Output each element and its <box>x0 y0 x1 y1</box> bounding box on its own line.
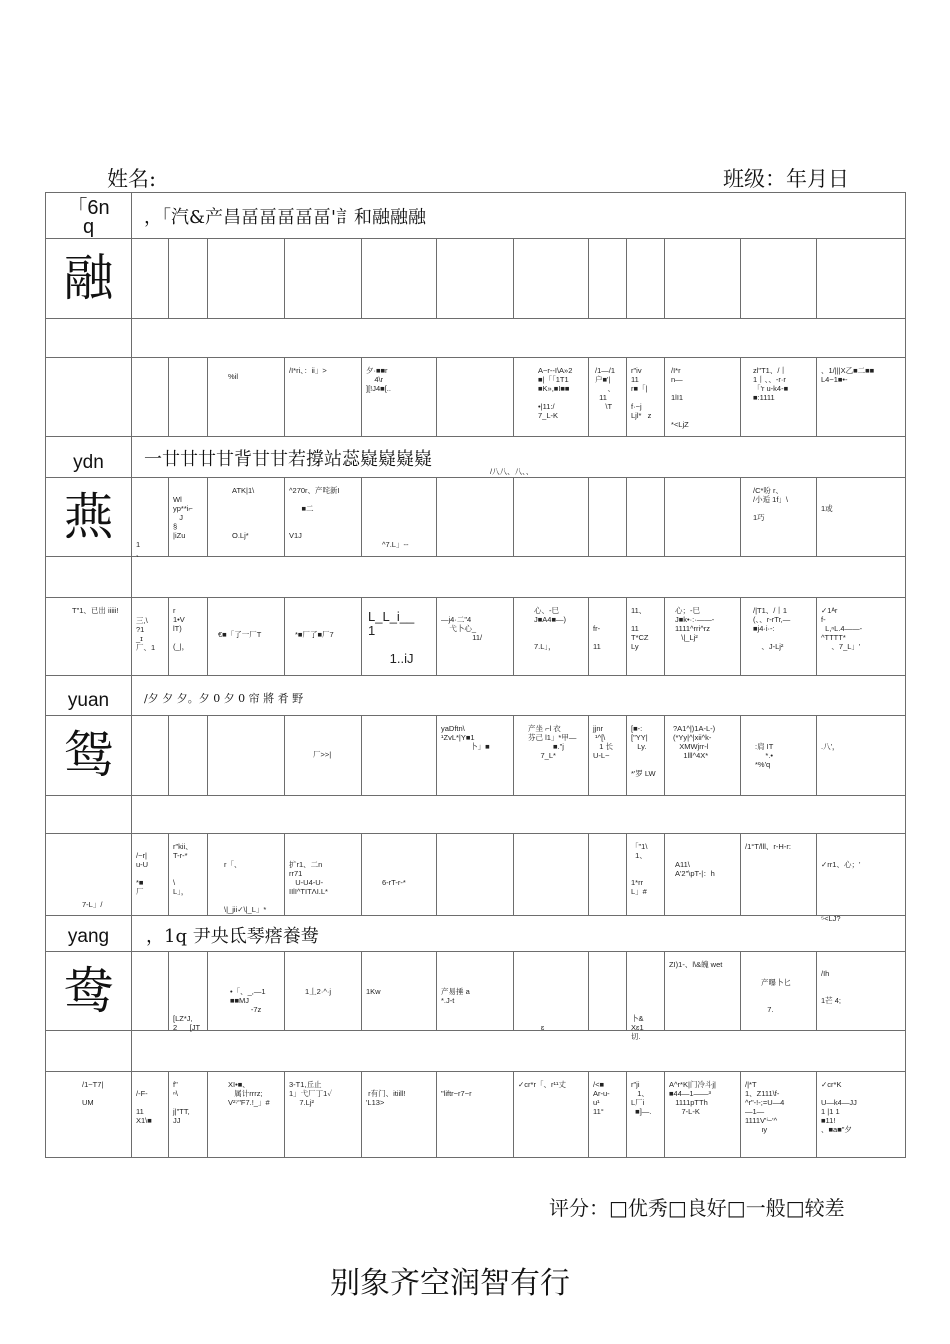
tracing-row <box>46 952 906 1031</box>
tracing-row <box>46 478 906 557</box>
practice-cell[interactable] <box>46 1072 132 1158</box>
practice-cell[interactable] <box>362 358 437 437</box>
practice-mark: •「、_,—1 ■■MJ -7z <box>230 987 266 1014</box>
model-char-cell <box>46 716 132 796</box>
practice-cell[interactable] <box>741 598 817 676</box>
practice-cell[interactable] <box>46 598 132 676</box>
practice-mark: /~r| u-U *■ 厂 <box>136 851 149 896</box>
practice-mark: /I*ri、：ii」> <box>289 366 327 375</box>
practice-mark: r 1•V lT) (_|， <box>173 606 190 651</box>
practice-cell[interactable] <box>285 834 362 916</box>
practice-mark: %il <box>228 372 239 381</box>
practice-mark: .八'， <box>821 742 840 751</box>
practice-cell[interactable] <box>132 952 169 1031</box>
practice-cell[interactable] <box>627 598 665 676</box>
blank-row <box>46 557 906 598</box>
practice-cell[interactable] <box>627 358 665 437</box>
tracing-row <box>46 716 906 796</box>
practice-cell[interactable] <box>817 952 906 1031</box>
practice-cell[interactable] <box>627 834 665 916</box>
practice-cell[interactable] <box>132 1072 169 1158</box>
practice-cell[interactable] <box>208 358 285 437</box>
practice-cell[interactable] <box>437 716 514 796</box>
practice-grid <box>45 192 906 1158</box>
practice-cell[interactable] <box>627 239 665 319</box>
practice-mark: /C*吩 r、 /小逅 1f」\ 1巧 <box>753 486 789 522</box>
practice-mark: 1 、 <box>136 540 144 558</box>
practice-cell[interactable] <box>627 716 665 796</box>
blank-row <box>46 796 906 834</box>
practice-mark: L_L_i__ 1 1..iJ <box>368 609 415 666</box>
practice-cell[interactable] <box>514 239 589 319</box>
practice-cell[interactable] <box>285 358 362 437</box>
practice-cell[interactable] <box>665 598 741 676</box>
practice-cell[interactable] <box>665 358 741 437</box>
model-char-cell <box>46 478 132 557</box>
practice-mark: zl"T1、/丨 1丨、、-r·r 「'r u-k4-■ ■:1111 <box>753 366 789 402</box>
practice-mark: A~r--I\A»2 ■|「「1T1 ■K»,■I■■ •|11:/ 7_L-K <box>538 366 573 420</box>
practice-mark: —j4·二"4 弋卜心_ 11/ <box>441 615 483 642</box>
practice-mark: /<■ Ar-u- u¹ 11° <box>593 1080 610 1116</box>
practice-mark: 厂>>| <box>313 750 332 759</box>
practice-cell[interactable] <box>741 716 817 796</box>
practice-cell[interactable] <box>132 239 169 319</box>
practice-cell[interactable] <box>741 834 817 916</box>
practice-mark: *■厂了■厂7 <box>295 630 334 639</box>
blank-cell <box>132 319 906 358</box>
practice-mark: fr- 11 <box>593 624 601 651</box>
practice-cell[interactable] <box>285 716 362 796</box>
practice-mark: /|T1、/丨1 (、、r-rTr,— ■j4·i·-: 、J-Lj² <box>753 606 791 651</box>
practice-mark: T"1、已出 iiiii! <box>72 606 119 615</box>
practice-cell[interactable] <box>285 478 362 557</box>
motto-text: 别象齐空润智有行 <box>330 1266 570 1301</box>
practice-mark: ɛ <box>540 1023 545 1032</box>
practice-cell[interactable] <box>665 239 741 319</box>
practice-mark: /|*T 1、Z111\f- ^r"-!-;=U—4 —1— 1111V'ⁱ~'^ ιy <box>745 1080 785 1134</box>
practice-mark: /Ih 1芒 4; <box>821 969 842 1005</box>
tracing-row <box>46 239 906 319</box>
practice-mark: XI•■、 属计rrrz; V²⁷"F7.!_」# <box>228 1080 270 1107</box>
practice-cell[interactable] <box>208 1072 285 1158</box>
practice-cell[interactable] <box>817 1072 906 1158</box>
practice-cell[interactable] <box>362 952 437 1031</box>
stroke-order-cell <box>132 916 906 952</box>
practice-mark: 产易捶 a *.J-t <box>441 987 470 1005</box>
practice-cell[interactable] <box>437 239 514 319</box>
pinyin: 「6n q <box>67 197 110 238</box>
practice-cell[interactable] <box>741 1072 817 1158</box>
practice-cell[interactable] <box>514 834 589 916</box>
practice-cell[interactable] <box>741 478 817 557</box>
practice-mark: 1Kw <box>366 987 381 996</box>
practice-cell[interactable] <box>169 1072 208 1158</box>
practice-mark: A11\ A'2"\pT-|：h <box>675 860 715 878</box>
practice-cell[interactable] <box>285 952 362 1031</box>
pinyin-cell <box>46 437 132 478</box>
practice-cell[interactable] <box>285 598 362 676</box>
practice-mark: 7-L」/ <box>82 900 103 909</box>
practice-cell[interactable] <box>741 358 817 437</box>
stroke-order-cell <box>132 676 906 716</box>
practice-cell[interactable] <box>589 834 627 916</box>
practice-mark: 心；-巳 J■k•·:·——- 1111^rri^rz \|_Lj² <box>675 606 715 642</box>
practice-cell[interactable] <box>817 478 906 557</box>
practice-cell[interactable] <box>208 834 285 916</box>
model-character: 融 <box>63 249 114 307</box>
practice-row <box>46 834 906 916</box>
practice-mark: 卜& Xɛ1 切. <box>631 1014 644 1041</box>
stroke-order-cell <box>132 437 906 478</box>
pinyin: ydn <box>73 452 104 473</box>
practice-cell[interactable] <box>589 598 627 676</box>
practice-mark: ^270r、产咤新I ■二 V1J <box>289 486 340 540</box>
practice-mark: [LZ*J, 2 [JT <box>173 1014 201 1032</box>
practice-cell[interactable] <box>169 239 208 319</box>
practice-cell[interactable] <box>46 358 132 437</box>
model-char-cell <box>46 952 132 1031</box>
practice-cell[interactable] <box>169 834 208 916</box>
practice-mark: ZI)1-、l\&魄 wet <box>669 960 723 969</box>
pinyin: yang <box>67 926 110 947</box>
practice-mark: /1—/1 户■'| 、 11 \T <box>595 366 616 411</box>
pinyin-cell <box>46 193 132 239</box>
practice-cell[interactable] <box>627 952 665 1041</box>
practice-cell[interactable] <box>208 952 285 1031</box>
practice-mark: :肩 IT *.• *%'q <box>755 742 774 769</box>
blank-row <box>46 319 906 358</box>
name-label: 姓名: <box>107 167 157 191</box>
practice-cell[interactable] <box>589 478 627 557</box>
class-date-label: 班级：年月日 <box>723 167 849 191</box>
practice-cell[interactable] <box>169 598 208 676</box>
practice-cell[interactable] <box>208 598 285 676</box>
model-character: 鸳 <box>63 726 114 784</box>
practice-cell[interactable] <box>589 716 627 796</box>
practice-mark: r"ji 1、 L厂i ■]—. <box>631 1080 652 1116</box>
pinyin-cell <box>46 676 132 716</box>
practice-cell[interactable] <box>437 358 514 437</box>
practice-cell[interactable] <box>514 598 589 676</box>
practice-cell[interactable] <box>741 239 817 319</box>
practice-cell[interactable] <box>817 716 906 796</box>
practice-cell[interactable] <box>627 478 665 557</box>
practice-cell[interactable] <box>589 358 627 437</box>
practice-mark: ?A1^|)1A-L-) (*Yy|^|xii^k- XMWjrr-l 1lll^4X* <box>673 724 716 760</box>
stroke-order-text: 一廿廿廿甘背甘甘若撐站蕊嶷嶷嶷嶷 <box>144 449 432 470</box>
practice-mark: €■「了一厂T <box>218 630 262 639</box>
blank-cell <box>46 796 132 834</box>
practice-cell[interactable] <box>132 358 169 437</box>
practice-cell[interactable] <box>665 716 741 796</box>
practice-mark: 「"1\ 1、 1*rr L」# <box>631 842 648 896</box>
stroke-order-text: ，「汽&产昌畐畐畐畐畐'訁和融融融 <box>144 207 426 228</box>
practice-cell[interactable] <box>132 478 169 557</box>
model-character: 燕 <box>63 488 114 546</box>
practice-mark: r有门、itiill! 'L13> <box>366 1089 406 1107</box>
practice-mark: 三,\ ?1 _ɪ 厂、1 <box>136 616 156 652</box>
practice-mark: r"iv 11 r■「| f·~j Ljl* z <box>631 366 652 420</box>
practice-mark: ✓rr1、心；' ⁵<LJ? <box>821 860 861 923</box>
practice-cell[interactable] <box>817 598 906 676</box>
practice-cell[interactable] <box>132 834 169 916</box>
practice-cell[interactable] <box>437 952 514 1031</box>
practice-row <box>46 1072 906 1158</box>
practice-cell[interactable] <box>589 952 627 1031</box>
stroke-order-small: /八八、八、、 <box>490 467 534 476</box>
practice-cell[interactable] <box>362 478 437 557</box>
stroke-order-row <box>46 916 906 952</box>
practice-cell[interactable] <box>46 834 132 916</box>
practice-mark: Wl yp**i⌐ J § |iZu <box>173 495 193 540</box>
practice-cell[interactable] <box>169 478 208 557</box>
practice-mark: 1丄2·^·j <box>305 987 332 996</box>
blank-cell <box>132 1031 906 1072</box>
practice-mark: ATK|1\ O.Lj* <box>232 486 255 540</box>
practice-cell[interactable] <box>208 239 285 319</box>
blank-cell <box>46 319 132 358</box>
practice-cell[interactable] <box>817 358 906 437</box>
practice-cell[interactable] <box>817 834 906 923</box>
stroke-order-text: ，1q 尹央氐琴瘩養鸯 <box>146 926 319 947</box>
blank-row <box>46 1031 906 1072</box>
practice-cell[interactable] <box>817 239 906 319</box>
practice-mark: /I*r n— 1lI1 *<LjZ <box>671 366 689 429</box>
practice-cell[interactable] <box>589 239 627 319</box>
practice-cell[interactable] <box>132 716 169 796</box>
practice-mark: /-F- 11 X1\■ <box>136 1089 152 1125</box>
blank-cell <box>132 557 906 598</box>
practice-cell[interactable] <box>169 716 208 796</box>
stroke-order-row <box>46 193 906 239</box>
practice-row <box>46 358 906 437</box>
practice-cell[interactable] <box>437 478 514 557</box>
practice-mark: 夕·■■r 4\r ][!J4■[.. <box>366 366 391 393</box>
practice-cell[interactable] <box>285 1072 362 1158</box>
pinyin-cell <box>46 916 132 952</box>
blank-cell <box>46 1031 132 1072</box>
blank-cell <box>46 557 132 598</box>
practice-cell[interactable] <box>627 1072 665 1158</box>
practice-mark: [■-: ["YY| Ly. *'罗 LW <box>631 724 656 778</box>
practice-mark: 11、 11 T*CZ Ly <box>631 606 649 651</box>
practice-mark: 1或 <box>821 504 833 513</box>
practice-mark: ^7.L」-- <box>382 540 409 549</box>
practice-row <box>46 598 906 676</box>
practice-mark: yaDftn\ ¹ZvL*|Y■1 卜」■ <box>441 724 490 751</box>
pinyin: yuan <box>67 690 110 711</box>
practice-mark: /1°T/lll、r-H-r: <box>745 842 791 851</box>
practice-mark: 3-T1,丘止 1」弋厂丁1✓ 7.Lj² <box>289 1080 333 1107</box>
model-char-cell <box>46 239 132 319</box>
practice-mark: r「、 \|_jii✓\|_L」* <box>224 860 267 914</box>
practice-mark: 扩r1、二n rr71 U-U4-U- IIlI^TITΛI.L* <box>289 860 328 896</box>
practice-cell[interactable] <box>437 598 514 676</box>
practice-mark: A^r*K|门冷斗j| ■44—1——³ 1111pTTh 7-L-K <box>669 1080 717 1116</box>
practice-cell[interactable] <box>514 478 589 557</box>
blank-cell <box>132 796 906 834</box>
practice-mark: f" ⁿ\ j|"TT, JJ <box>173 1080 190 1125</box>
practice-cell[interactable] <box>514 358 589 437</box>
practice-cell[interactable] <box>362 1072 437 1158</box>
practice-cell[interactable] <box>665 478 741 557</box>
practice-mark: 、1/|||X乙■二■■ L4~1■•- <box>821 366 875 384</box>
practice-mark: ✓1ᴬr f- L,ⁿL.4——- ^TTTT* 、7_L」' <box>821 606 863 651</box>
model-character: 鸯 <box>63 962 114 1020</box>
practice-cell[interactable] <box>741 952 817 1031</box>
practice-mark: ✓cr*r「、r¹¹丈 <box>518 1080 566 1089</box>
practice-cell[interactable] <box>362 598 437 676</box>
practice-mark: /1~T7| UM <box>82 1080 104 1107</box>
practice-cell[interactable] <box>362 239 437 319</box>
stroke-order-row <box>46 437 906 478</box>
practice-cell[interactable] <box>169 358 208 437</box>
stroke-order-cell <box>132 193 906 239</box>
practice-mark: "liftr~r7~r <box>441 1089 472 1098</box>
practice-mark: 6-rT-r-* <box>382 878 406 887</box>
practice-mark: 心、-巳 J■A4■—) 7.L」， <box>534 606 566 651</box>
practice-cell[interactable] <box>514 716 589 796</box>
practice-cell[interactable] <box>169 952 208 1031</box>
stroke-order-text: /夕 夕 夕。夕 0 夕 0 帘 將 肴 野 <box>144 692 304 705</box>
score-options: 评分：□优秀□良好□一般□较差 <box>549 1196 845 1220</box>
practice-cell[interactable] <box>665 1072 741 1158</box>
practice-cell[interactable] <box>285 239 362 319</box>
practice-mark: 产坐 ⌐l 衣 芬己 l1」*甲— ■."j 7_L* <box>528 724 577 760</box>
practice-mark: jjnr ¹^[\ 1 长 U-L~ <box>593 724 614 760</box>
practice-mark: 产曝卜匕 7. <box>761 978 791 1014</box>
stroke-order-row <box>46 676 906 716</box>
practice-cell[interactable] <box>208 716 285 796</box>
practice-cell[interactable] <box>208 478 285 557</box>
practice-cell[interactable] <box>514 952 589 1031</box>
practice-mark: r"kii、 T-r-* \ L」， <box>173 842 193 896</box>
practice-cell[interactable] <box>665 834 741 916</box>
practice-mark: ✓cr*K U—k4—JJ 1 |1 1 ■11! 、■a■"夕 <box>821 1080 857 1134</box>
practice-cell[interactable] <box>437 834 514 916</box>
practice-cell[interactable] <box>589 1072 627 1158</box>
practice-cell[interactable] <box>665 952 741 1031</box>
practice-cell[interactable] <box>362 834 437 916</box>
practice-cell[interactable] <box>514 1072 589 1158</box>
practice-cell[interactable] <box>132 598 169 676</box>
practice-cell[interactable] <box>437 1072 514 1158</box>
practice-cell[interactable] <box>362 716 437 796</box>
